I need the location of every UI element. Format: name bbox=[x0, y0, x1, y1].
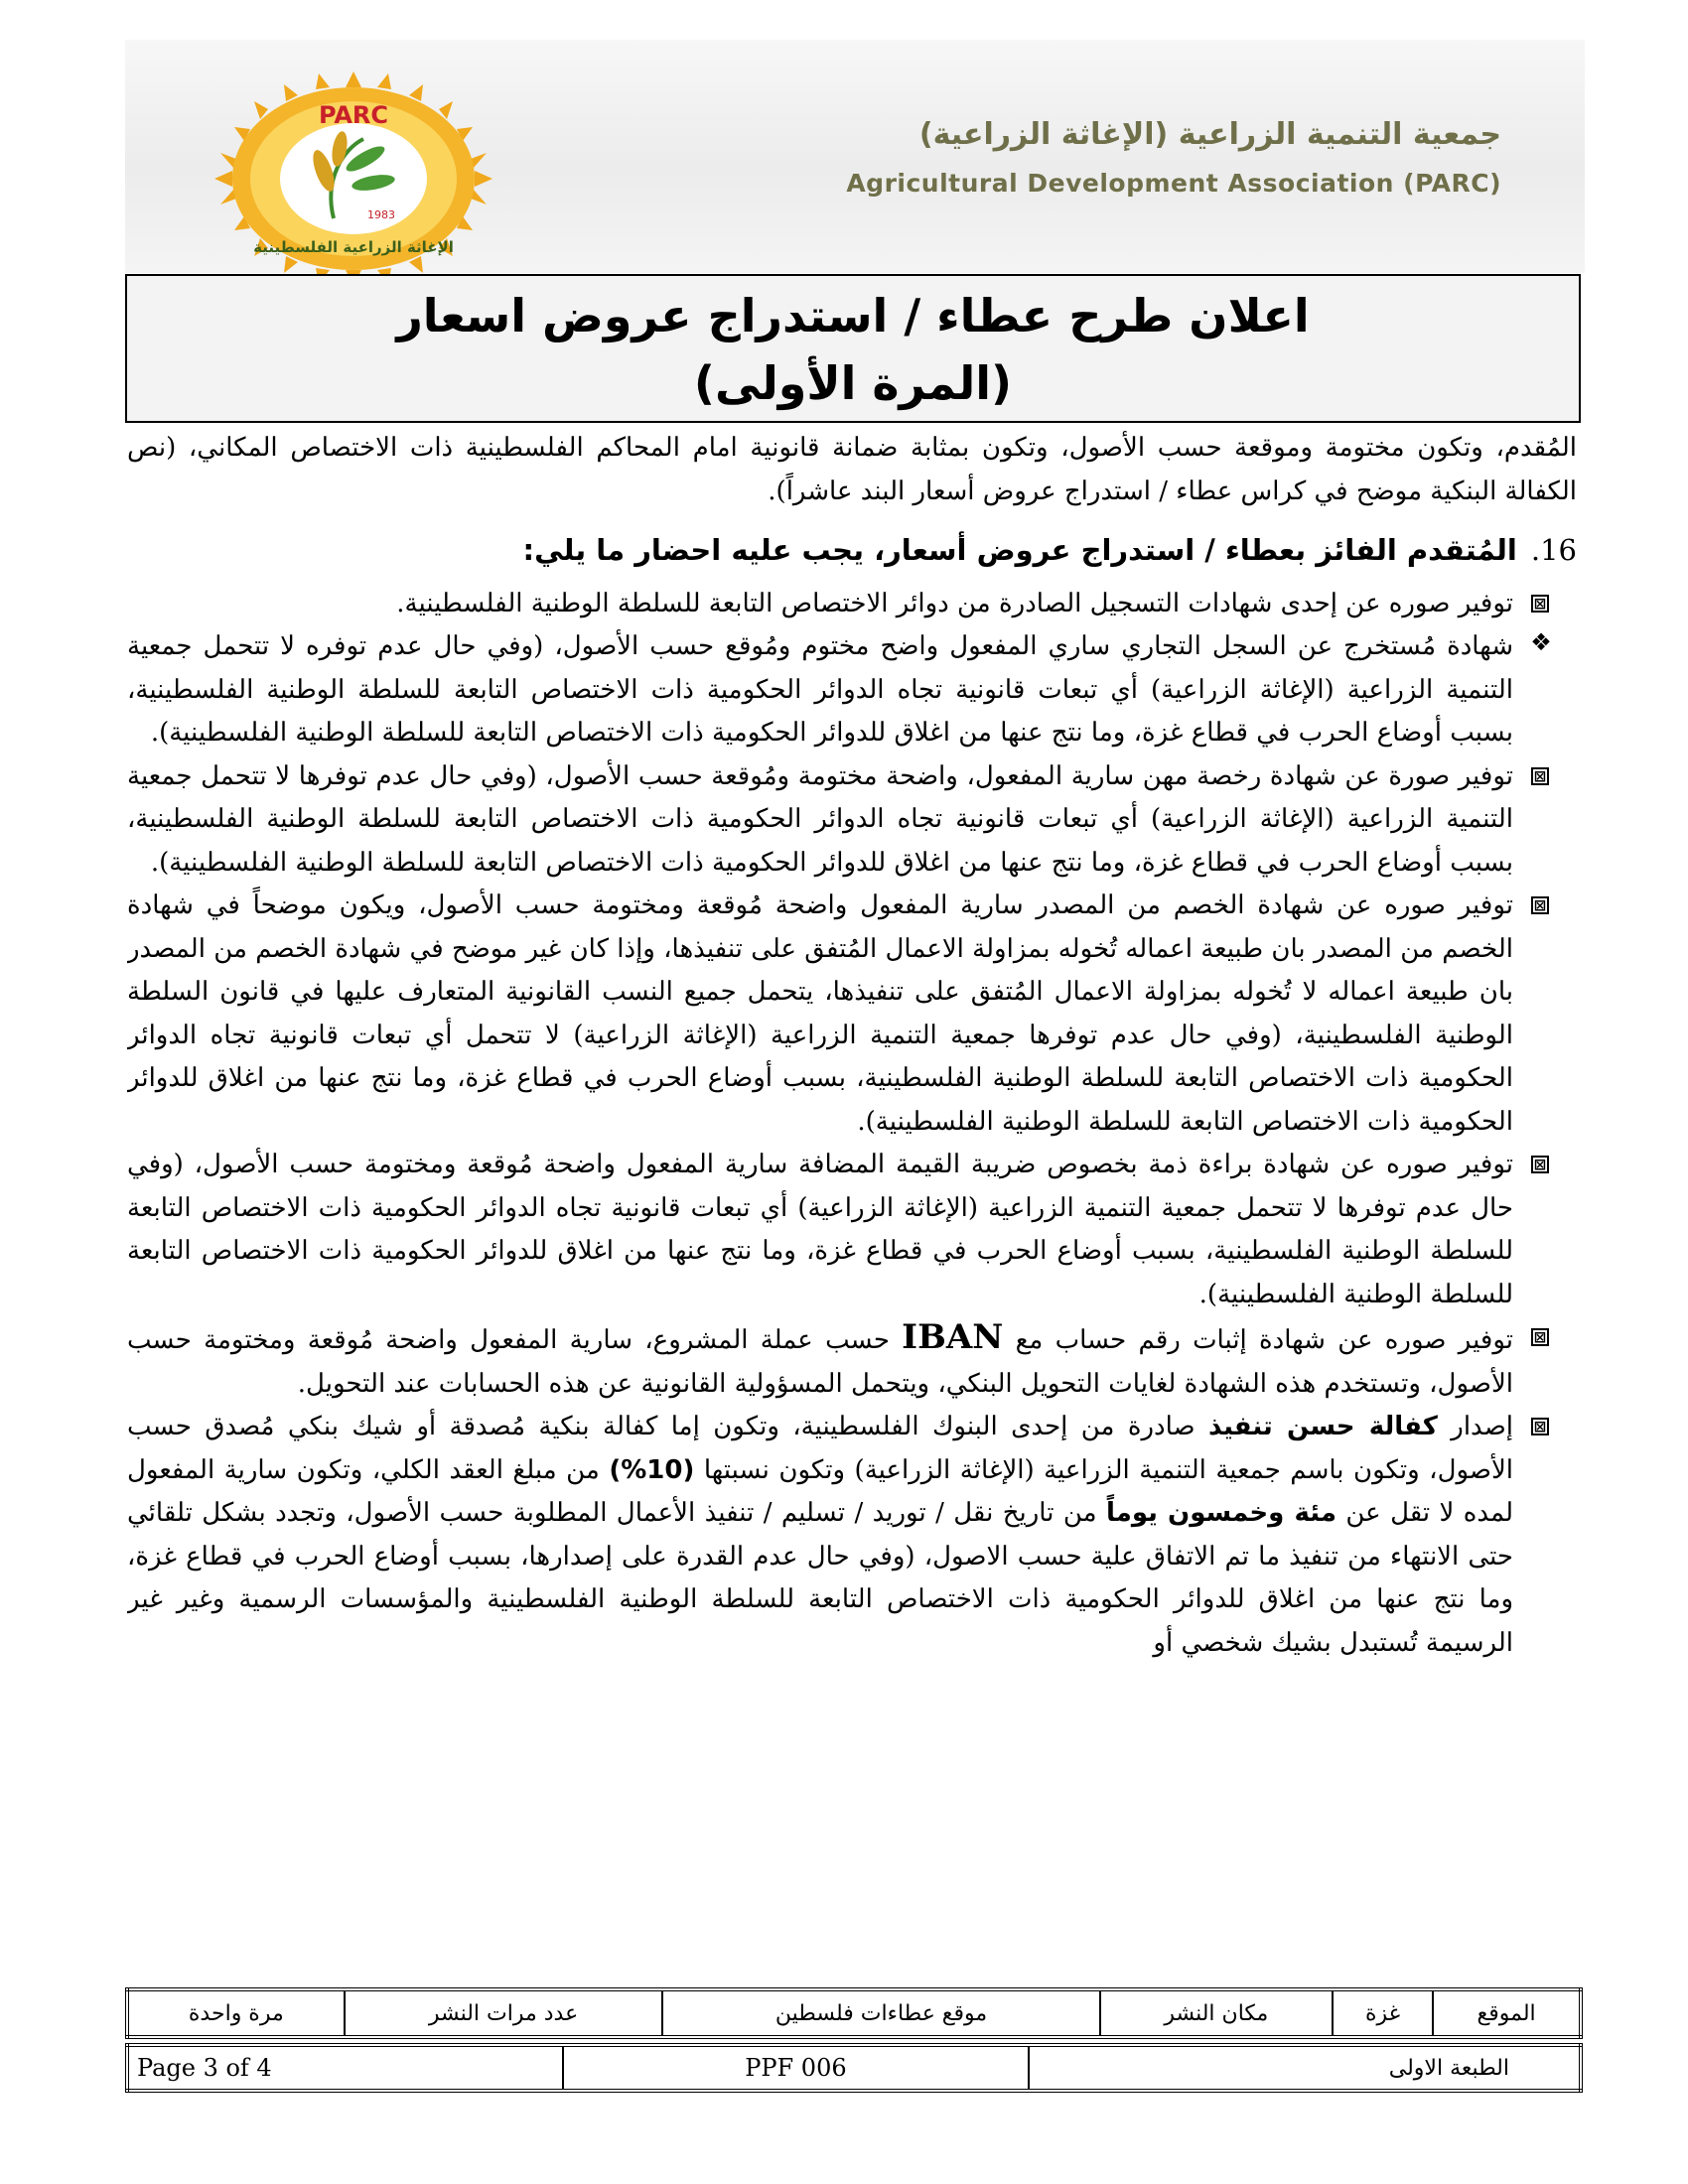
diamond-bullet-icon: ❖ bbox=[1530, 628, 1552, 656]
iban-keyword: IBAN bbox=[902, 1317, 1004, 1357]
list-item-text: حسب عملة المشروع، سارية المفعول واضحة مُوقعة ومختومة حسب الأصول، وتستخدم هذه الشهادة لغايات التحويل البنكي، ويتحمل المسؤولية القانونية عن هذه الحسابات عند التحويل. bbox=[127, 1325, 1513, 1399]
list-item-text: إصدار bbox=[1451, 1412, 1513, 1441]
page-number: Page 3 of 4 bbox=[127, 2045, 563, 2091]
checkbox-bullet-icon: ⊠ bbox=[1531, 767, 1549, 785]
list-item-text: توفير صوره عن شهادة إثبات رقم حساب مع bbox=[1015, 1325, 1514, 1355]
emphasis-text: كفالة حسن تنفيذ bbox=[1208, 1412, 1438, 1441]
checkbox-bullet-icon: ⊠ bbox=[1531, 1156, 1549, 1173]
letterhead bbox=[125, 40, 1585, 273]
location-value: غزة bbox=[1333, 1989, 1433, 2037]
edition-label: الطبعة الاولى bbox=[1029, 2045, 1581, 2091]
list-item bbox=[127, 1144, 1577, 1316]
document-body bbox=[127, 427, 1577, 1906]
list-item-text: توفير صوره عن إحدى شهادات التسجيل الصادرة من دوائر الاختصاص التابعة للسلطة الوطنية الفلسطينية. bbox=[396, 588, 1513, 618]
list-item-text: توفير صوره عن شهادة الخصم من المصدر سارية المفعول واضحة مُوقعة ومختومة حسب الأصول، ويكون موضحاً في شهادة الخصم من المصدر بان طبيعة اعماله تُخوله بمزاولة الاعمال المُتفق على تنفيذها، وإذا كان غير موضح في شهادة الخصم من المصدر بان طبيعة اعماله لا تُخوله بمزاولة الاعمال المُتفق على تنفيذها، يتحمل جميع النسب القانونية المتعارف عليها في قانون السلطة الوطنية الفلسطينية، (وفي حال عدم توفرها جمعية التنمية الزراعية (الإغاثة الزراعية) لا تتحمل أي تبعات قانونية تجاه الدوائر الحكومية ذات الاختصاص التابعة للسلطة الوطنية الفلسطينية، بسبب أوضاع الحرب في قطاع غزة، وما نتج عنها من اغلاق للدوائر الحكومية ذات الاختصاص التابعة للسلطة الوطنية الفلسطينية). bbox=[127, 890, 1513, 1137]
publish-place-label: مكان النشر bbox=[1100, 1989, 1333, 2037]
logo-arc-text: الإغاثة الزراعية الفلسطينية bbox=[253, 238, 454, 256]
org-name-english: Agricultural Development Association (PARC) bbox=[846, 169, 1501, 198]
list-item-text: توفير صورة عن شهادة رخصة مهن سارية المفعول، واضحة مختومة ومُوقعة حسب الأصول، (وفي حال عدم توفرها لا تتحمل جمعية التنمية الزراعية (الإغاثة الزراعية) أي تبعات قانونية تجاه الدوائر الحكومية ذات الاختصاص التابعة للسلطة الوطنية الفلسطينية، بسبب أوضاع الحرب في قطاع غزة، وما نتج عنها من اغلاق للدوائر الحكومية ذات الاختصاص التابعة للسلطة الوطنية الفلسطينية). bbox=[127, 760, 1513, 878]
org-name-arabic: جمعية التنمية الزراعية (الإغاثة الزراعية) bbox=[918, 117, 1501, 152]
announcement-title: اعلان طرح عطاء / استدراج عروض اسعار bbox=[396, 289, 1310, 342]
list-item bbox=[127, 885, 1577, 1144]
checkbox-bullet-icon: ⊠ bbox=[1531, 1418, 1549, 1435]
section-heading bbox=[127, 529, 1577, 573]
list-item-guarantee bbox=[127, 1406, 1577, 1665]
section-number: 16. bbox=[1530, 533, 1577, 567]
list-item-text: صادرة من إحدى البنوك الفلسطينية، وتكون إما كفالة بنكية مُصدقة أو شيك بنكي مُصدق حسب الأصول، وتكون باسم جمعية التنمية الزراعية (الإغاثة الزراعية) وتكون نسبتها bbox=[127, 1412, 1514, 1485]
publish-count-value: مرة واحدة bbox=[127, 1989, 345, 2037]
form-code: PPF 006 bbox=[563, 2045, 1028, 2091]
list-item-text: شهادة مُستخرج عن السجل التجاري ساري المفعول واضح مختوم ومُوقع حسب الأصول، (وفي حال عدم توفره لا تتحمل جمعية التنمية الزراعية (الإغاثة الزراعية) أي تبعات قانونية تجاه الدوائر الحكومية ذات الاختصاص التابعة للسلطة الوطنية الفلسطينية، بسبب أوضاع الحرب في قطاع غزة، وما نتج عنها من اغلاق للدوائر الحكومية ذات الاختصاص التابعة للسلطة الوطنية الفلسطينية). bbox=[127, 631, 1513, 748]
emphasis-days: مئة وخمسون يوماً bbox=[1105, 1498, 1336, 1528]
logo-text: PARC bbox=[318, 101, 389, 129]
list-item bbox=[127, 755, 1577, 886]
location-label: الموقع bbox=[1433, 1989, 1581, 2037]
publication-info-table bbox=[125, 1987, 1583, 2039]
checkbox-bullet-icon: ⊠ bbox=[1531, 1328, 1549, 1346]
list-item-text: من مبلغ العقد الكلي، وتكون سارية المفعول لمده لا تقل عن bbox=[127, 1454, 1513, 1528]
emphasis-percent: (10%) bbox=[609, 1454, 695, 1485]
logo-year: 1983 bbox=[367, 208, 395, 221]
announcement-title-box bbox=[125, 274, 1581, 423]
publish-place-value: موقع عطاءات فلسطين bbox=[662, 1989, 1099, 2037]
list-item-iban bbox=[127, 1316, 1577, 1406]
document-info-table bbox=[125, 2043, 1583, 2093]
checkbox-bullet-icon: ⊠ bbox=[1531, 896, 1549, 914]
list-item-text: من تاريخ نقل / توريد / تسليم / تنفيذ الأعمال المطلوبة حسب الأصول، وتجدد بشكل تلقائي حتى الانتهاء من تنفيذ ما تم الاتفاق علية حسب الاصول، (وفي حال عدم القدرة على إصدارها، بسبب أوضاع الحرب في قطاع غزة، وما نتج عنها من اغلاق للدوائر الحكومية ذات الاختصاص التابعة للسلطة الوطنية الفلسطينية والمؤسسات الرسمية وغير غير الرسيمة تُستبدل بشيك شخصي أو bbox=[127, 1498, 1513, 1658]
announcement-subtitle: (المرة الأولى) bbox=[693, 356, 1013, 410]
publish-count-label: عدد مرات النشر bbox=[345, 1989, 663, 2037]
list-item bbox=[127, 625, 1577, 755]
list-item bbox=[127, 583, 1577, 626]
checkbox-bullet-icon: ⊠ bbox=[1531, 595, 1549, 613]
requirements-list bbox=[127, 583, 1577, 1666]
intro-paragraph: المُقدم، وتكون مختومة وموقعة حسب الأصول، وتكون بمثابة ضمانة قانونية امام المحاكم الفلسطينية ذات الاختصاص المكاني، (نص الكفالة البنكية موضح في كراس عطاء / استدراج عروض أسعار البند عاشراً). bbox=[127, 433, 1577, 506]
list-item-text: توفير صوره عن شهادة براءة ذمة بخصوص ضريبة القيمة المضافة سارية المفعول واضحة مُوقعة ومختومة حسب الأصول، (وفي حال عدم توفرها لا تتحمل جمعية التنمية الزراعية (الإغاثة الزراعية) أي تبعات قانونية تجاه الدوائر الحكومية ذات الاختصاص التابعة للسلطة الوطنية الفلسطينية، بسبب أوضاع الحرب في قطاع غزة، وما نتج عنها من اغلاق للدوائر الحكومية ذات الاختصاص التابعة للسلطة الوطنية الفلسطينية). bbox=[127, 1150, 1513, 1309]
parc-logo bbox=[205, 68, 502, 286]
section-heading-text: المُتقدم الفائز بعطاء / استدراج عروض أسعار، يجب عليه احضار ما يلي: bbox=[522, 533, 1517, 567]
